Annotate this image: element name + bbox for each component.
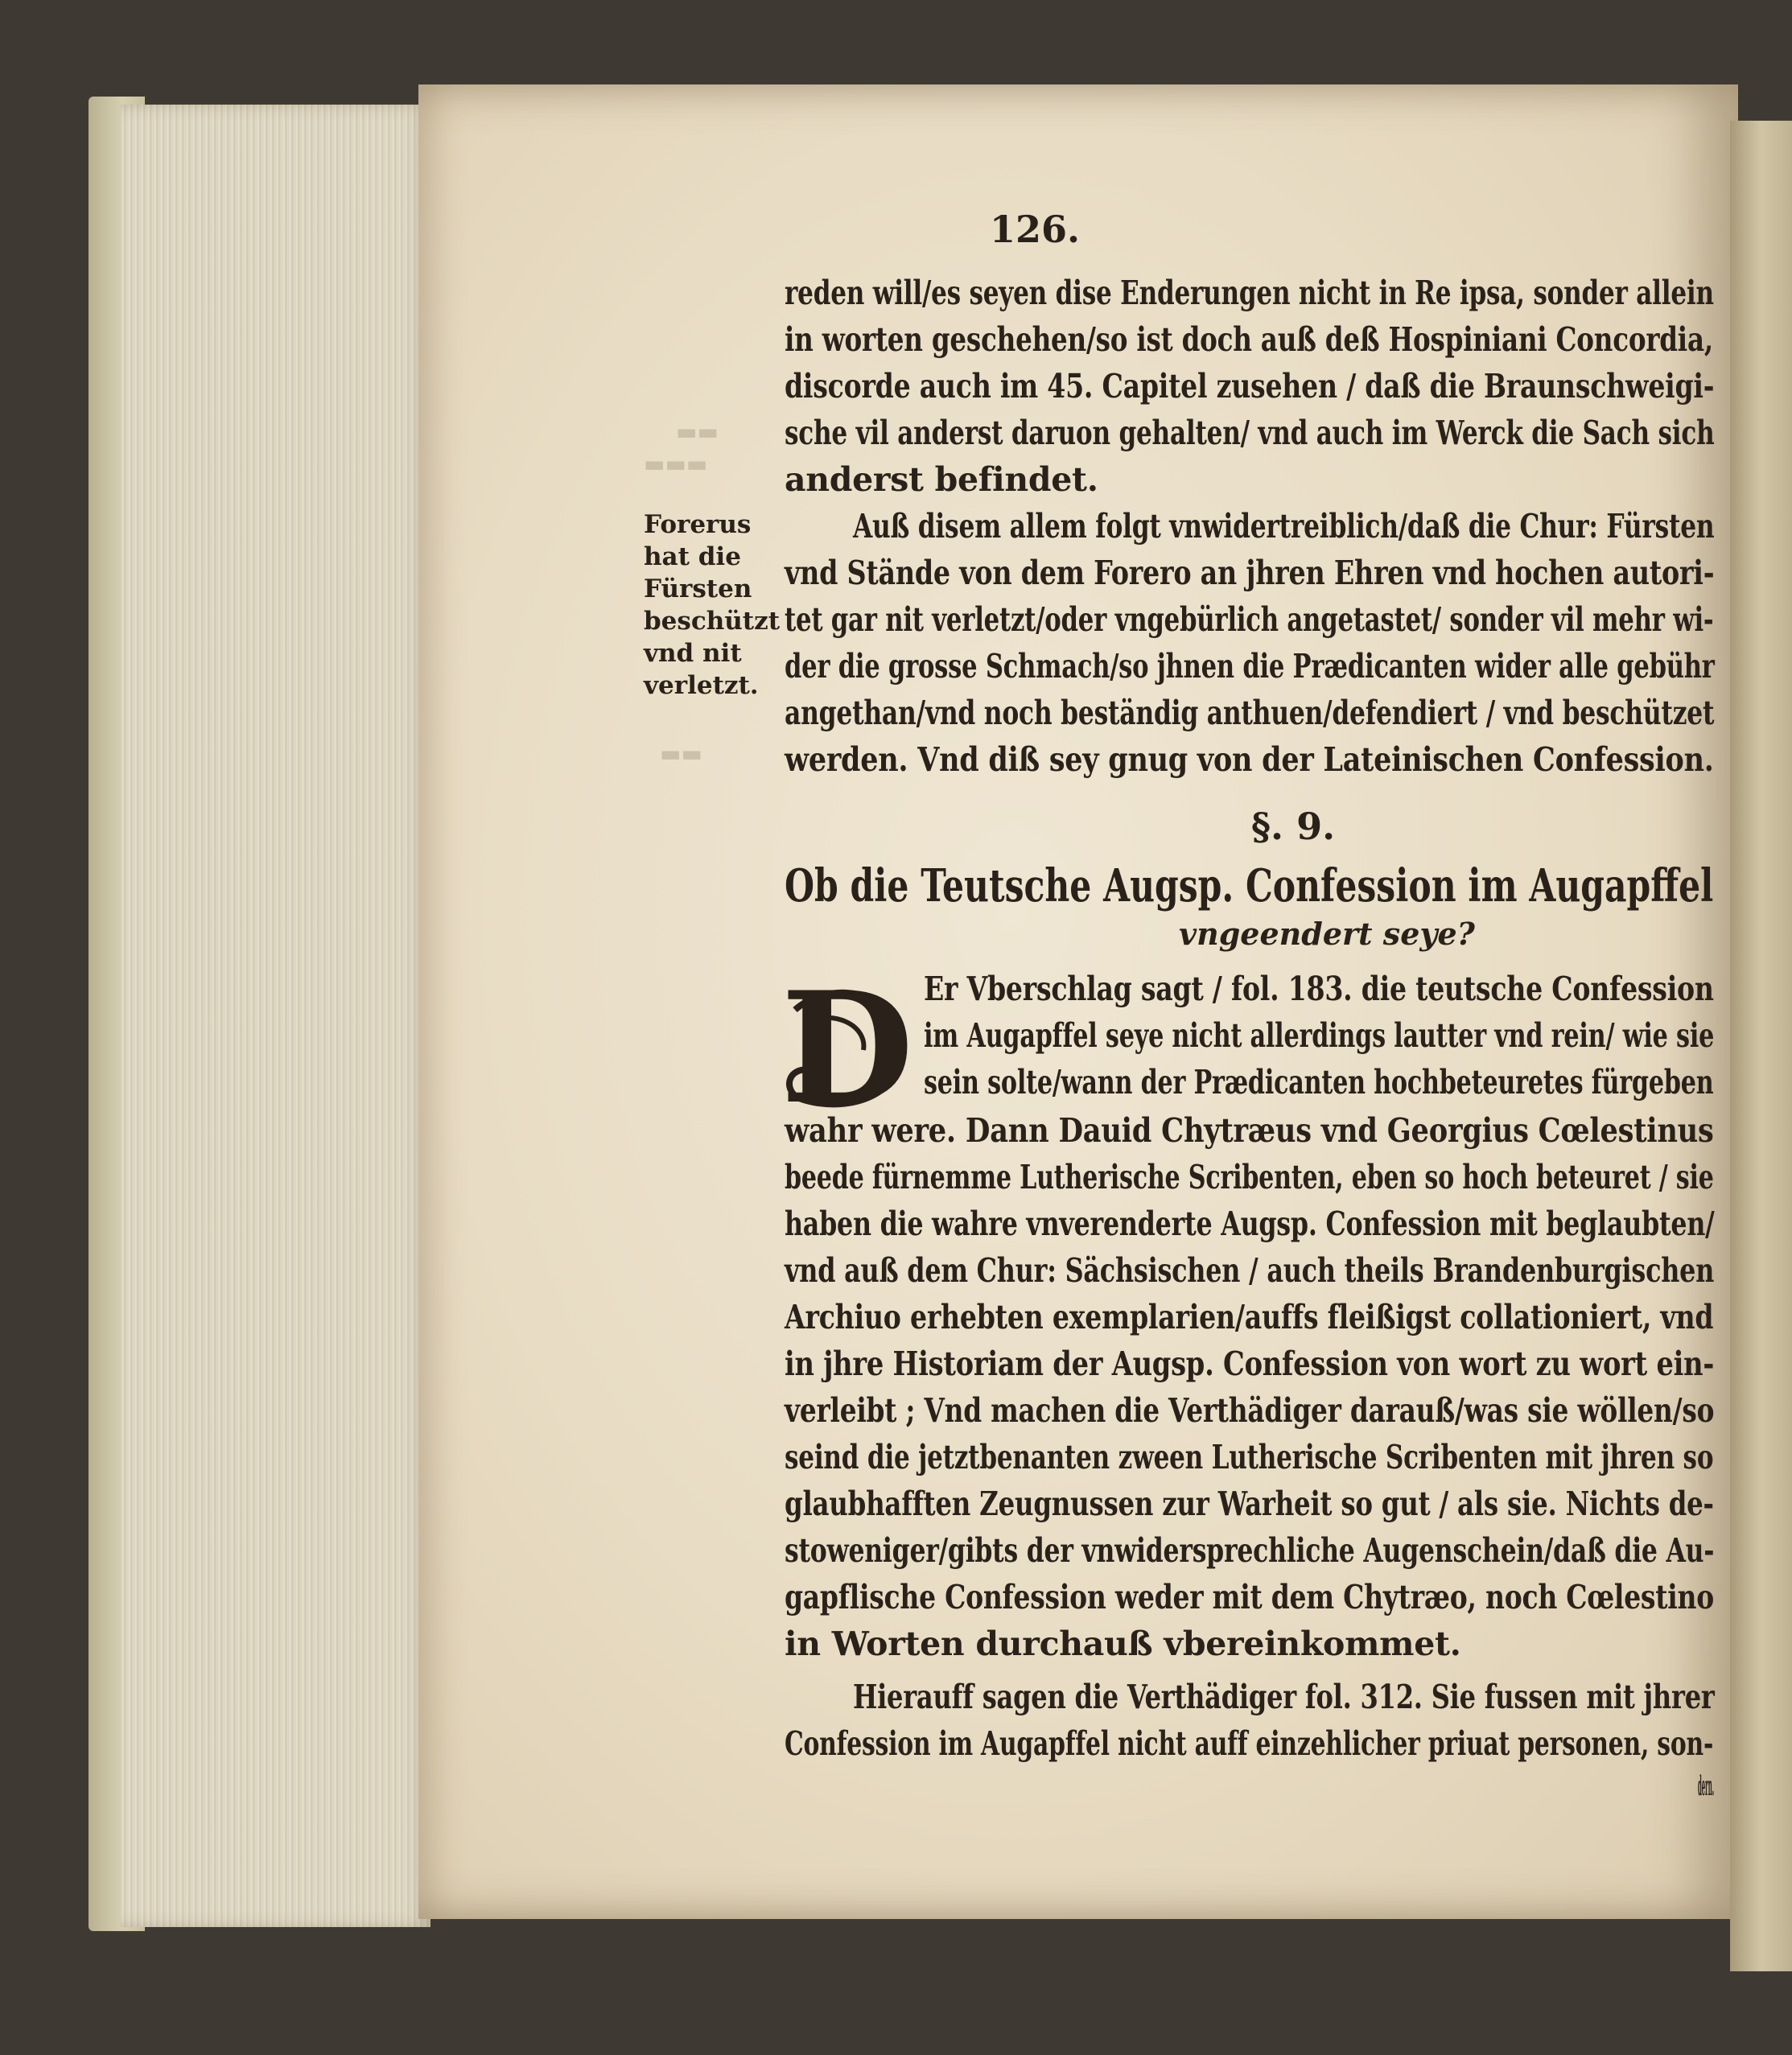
text-line: vnd auß dem Chur: Sächsischen / auch theils Brandenburgischen	[785, 1251, 1715, 1290]
catchword: dern.	[1698, 1770, 1715, 1802]
margin-note-line: beschützt	[644, 607, 781, 636]
text-line: stoweniger/gibts der vnwidersprechliche Augenschein/daß die Au-	[785, 1531, 1715, 1570]
text-line: Confession im Augapffel nicht auff einzehlicher priuat personen, son-	[785, 1724, 1714, 1763]
drop-cap-letter: D	[781, 958, 914, 1138]
text-line: sein solte/wann der Prædicanten hochbeteuretes fürgeben	[924, 1063, 1714, 1102]
margin-note-line: Forerus	[644, 510, 752, 539]
text-line: vnd Stände von dem Forero an jhren Ehren vnd hochen autori-	[785, 554, 1715, 592]
text-line: angethan/vnd noch beständig anthuen/defendiert / vnd beschützet	[785, 694, 1715, 732]
chapter-subheading: vngeendert seye?	[1179, 916, 1475, 952]
text-line: anderst befindet.	[785, 460, 1098, 499]
text-line: reden will/es seyen dise Enderungen nicht in Re ipsa, sonder allein	[785, 274, 1714, 312]
text-line: glaubhafften Zeugnussen zur Warheit so gut / als sie. Nichts de-	[785, 1485, 1714, 1523]
facing-page-edge	[1730, 121, 1792, 1971]
text-line: der die grosse Schmach/so jhnen die Prædicanten wider alle gebühr	[785, 647, 1715, 686]
text-line: im Augapffel seye nicht allerdings lautter vnd rein/ wie sie	[924, 1016, 1715, 1055]
text-line: in jhre Historiam der Augsp. Confession von wort zu wort ein-	[785, 1345, 1715, 1383]
text-line: Er Vberschlag sagt / fol. 183. die teutsche Confession	[924, 970, 1714, 1008]
margin-note-line: verletzt.	[644, 671, 759, 700]
text-line: in Worten durchauß vbereinkommet.	[785, 1625, 1461, 1663]
text-line: gapflische Confession weder mit dem Chytræo, noch Cœlestino	[785, 1578, 1714, 1616]
text-line: seind die jetztbenanten zween Lutherische Scribenten mit jhren so	[785, 1438, 1714, 1476]
text-line: in worten geschehen/so ist doch auß deß Hospiniani Concordia,	[785, 320, 1713, 359]
text-line: Auß disem allem folgt vnwidertreiblich/daß die Chur: Fürsten	[853, 507, 1715, 546]
bleed-through-mark: ▬▬▬	[644, 451, 708, 477]
page-number: 126.	[990, 208, 1081, 251]
text-line: beede fürnemme Lutherische Scribenten, eben so hoch beteuret / sie	[785, 1158, 1714, 1196]
margin-note-line: hat die	[644, 542, 741, 571]
margin-note-line: vnd nit	[644, 639, 742, 668]
text-line: discorde auch im 45. Capitel zusehen / daß die Braunschweigi-	[785, 367, 1715, 406]
text-line: tet gar nit verletzt/oder vngebürlich angetastet/ sonder vil mehr wi-	[785, 600, 1714, 639]
bleed-through-mark: ▬▬	[676, 418, 719, 445]
section-mark: §. 9.	[1251, 805, 1336, 848]
text-line: haben die wahre vnverenderte Augsp. Confession mit beglaubten/	[785, 1205, 1715, 1243]
text-line: Hierauff sagen die Verthädiger fol. 312. Sie fussen mit jhrer	[853, 1678, 1715, 1716]
text-line: sche vil anderst daruon gehalten/ vnd auch im Werck die Sach sich	[785, 414, 1715, 452]
text-line: werden. Vnd diß sey gnug von der Lateinischen Confession.	[785, 740, 1714, 779]
text-line: Archiuo erhebten exemplarien/auffs fleißigst collationiert, vnd	[785, 1298, 1714, 1336]
margin-note-line: Fürsten	[644, 574, 752, 603]
chapter-heading: Ob die Teutsche Augsp. Confession im Augapffel	[785, 859, 1714, 912]
text-line: wahr were. Dann Dauid Chytræus vnd Georgius Cœlestinus	[785, 1111, 1714, 1150]
page-block-edges	[121, 105, 430, 1927]
bleed-through-mark: ▬▬	[660, 740, 702, 767]
text-line: verleibt ; Vnd machen die Verthädiger darauß/was sie wöllen/so	[785, 1391, 1715, 1430]
